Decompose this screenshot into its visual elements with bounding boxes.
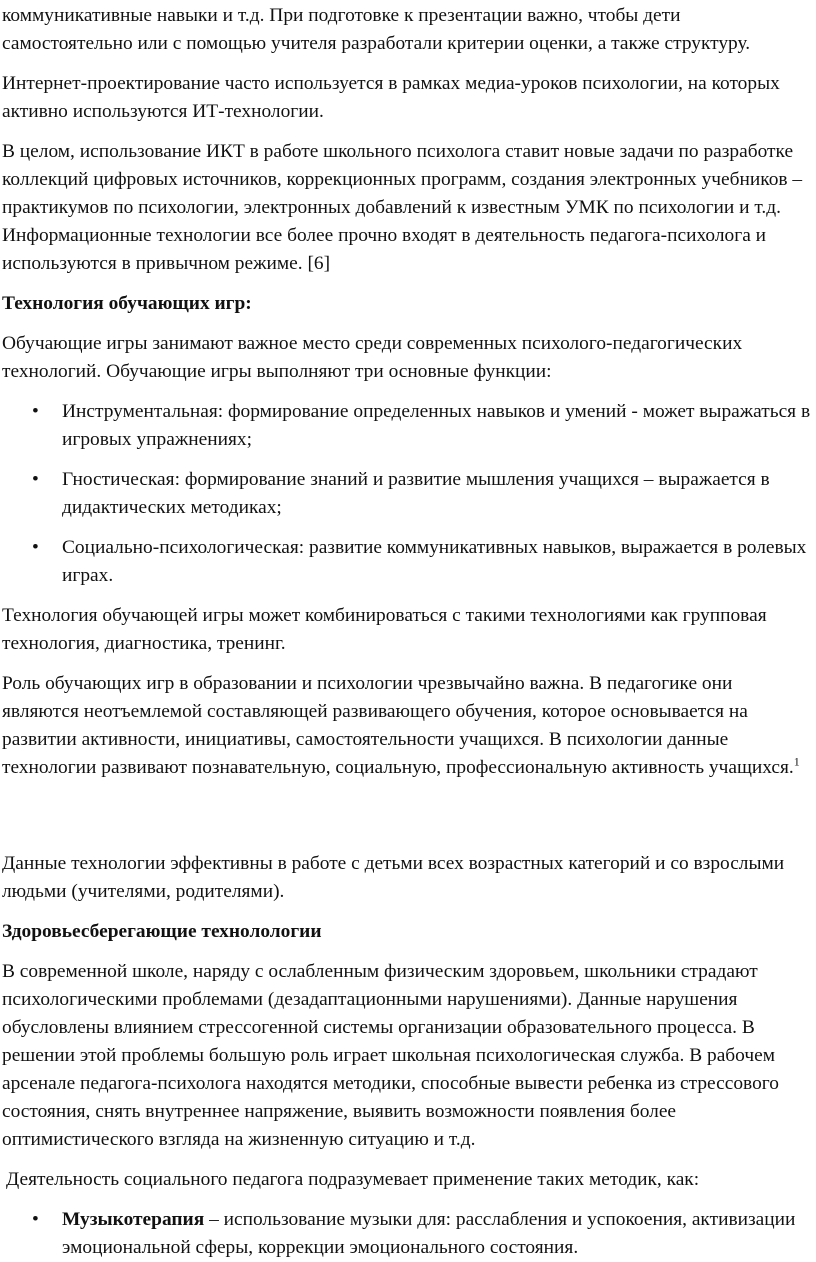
section-heading: Технология обучающих игр: xyxy=(2,293,252,314)
blank-space xyxy=(2,794,812,850)
bullet-list xyxy=(2,398,812,590)
list-item-term: Музыкотерапия xyxy=(62,1209,205,1230)
bullet-list xyxy=(2,1206,812,1262)
list-item: • Гностическая: формирование знаний и развитие мышления учащихся – выражается в дидактических методиках; xyxy=(2,466,812,522)
paragraph: В современной школе, наряду с ослабленным физическим здоровьем, школьники страдают психологическими проблемами (дезадаптационными нарушениями). Данные нарушения обусловлены влиянием стрессогенной системы организации образовательного процесса. В решении этой проблемы большую роль играет школьная психологическая служба. В рабочем арсенале педагога-психолога находятся методики, способные вывести ребенка из стрессового состояния, снять внутреннее напряжение, выявить возможности появления более оптимистического взгляда на жизненную ситуацию и т.д. xyxy=(2,961,779,1150)
section-heading: Здоровьесберегающие технолологии xyxy=(2,921,322,942)
paragraph: Обучающие игры занимают важное место среди современных психолого-педагогических технологий. Обучающие игры выполняют три основные функции: xyxy=(2,333,743,382)
paragraph: Технология обучающей игры может комбинироваться с такими технологиями как групповая технология, диагностика, тренинг. xyxy=(2,605,767,654)
paragraph: Данные технологии эффективны в работе с детьми всех возрастных категорий и со взрослыми людьми (учителями, родителями). xyxy=(2,853,785,902)
paragraph: Деятельность социального педагога подразумевает применение таких методик, как: xyxy=(6,1169,700,1190)
list-item-text: – использование музыки для: расслабления и успокоения, активизации эмоциональной сферы, коррекции эмоционального состояния. xyxy=(62,1209,796,1258)
footnote-marker[interactable]: 1 xyxy=(793,754,800,769)
paragraph-text: Роль обучающих игр в образовании и психологии чрезвычайно важна. В педагогике они являются неотъемлемой составляющей развивающего обучения, которое основывается на развитии активности, инициативы, самостоятельности учащихся. В психологии данные технологии развивают познавательную, социальную, профессиональную активность учащихся. xyxy=(2,673,794,778)
paragraph: Интернет-проектирование часто используется в рамках медиа-уроков психологии, на которых активно используются ИТ-технологии. xyxy=(2,73,780,122)
list-item: • Инструментальная: формирование определенных навыков и умений - может выражаться в игровых упражнениях; xyxy=(2,398,812,454)
paragraph: коммуникативные навыки и т.д. При подготовке к презентации важно, чтобы дети самостоятельно или с помощью учителя разработали критерии оценки, а также структуру. xyxy=(2,5,751,54)
paragraph: В целом, использование ИКТ в работе школьного психолога ставит новые задачи по разработке коллекций цифровых источников, коррекционных программ, создания электронных учебников – практикумов по психологии, электронных добавлений к известным УМК по психологии и т.д. Информационные технологии все более прочно входят в деятельность педагога-психолога и используются в привычном режиме. [6] xyxy=(2,141,803,274)
list-item xyxy=(2,1206,812,1262)
list-item: • Социально-психологическая: развитие коммуникативных навыков, выражается в ролевых играх. xyxy=(2,534,812,590)
paragraph-with-footnote xyxy=(2,670,812,782)
